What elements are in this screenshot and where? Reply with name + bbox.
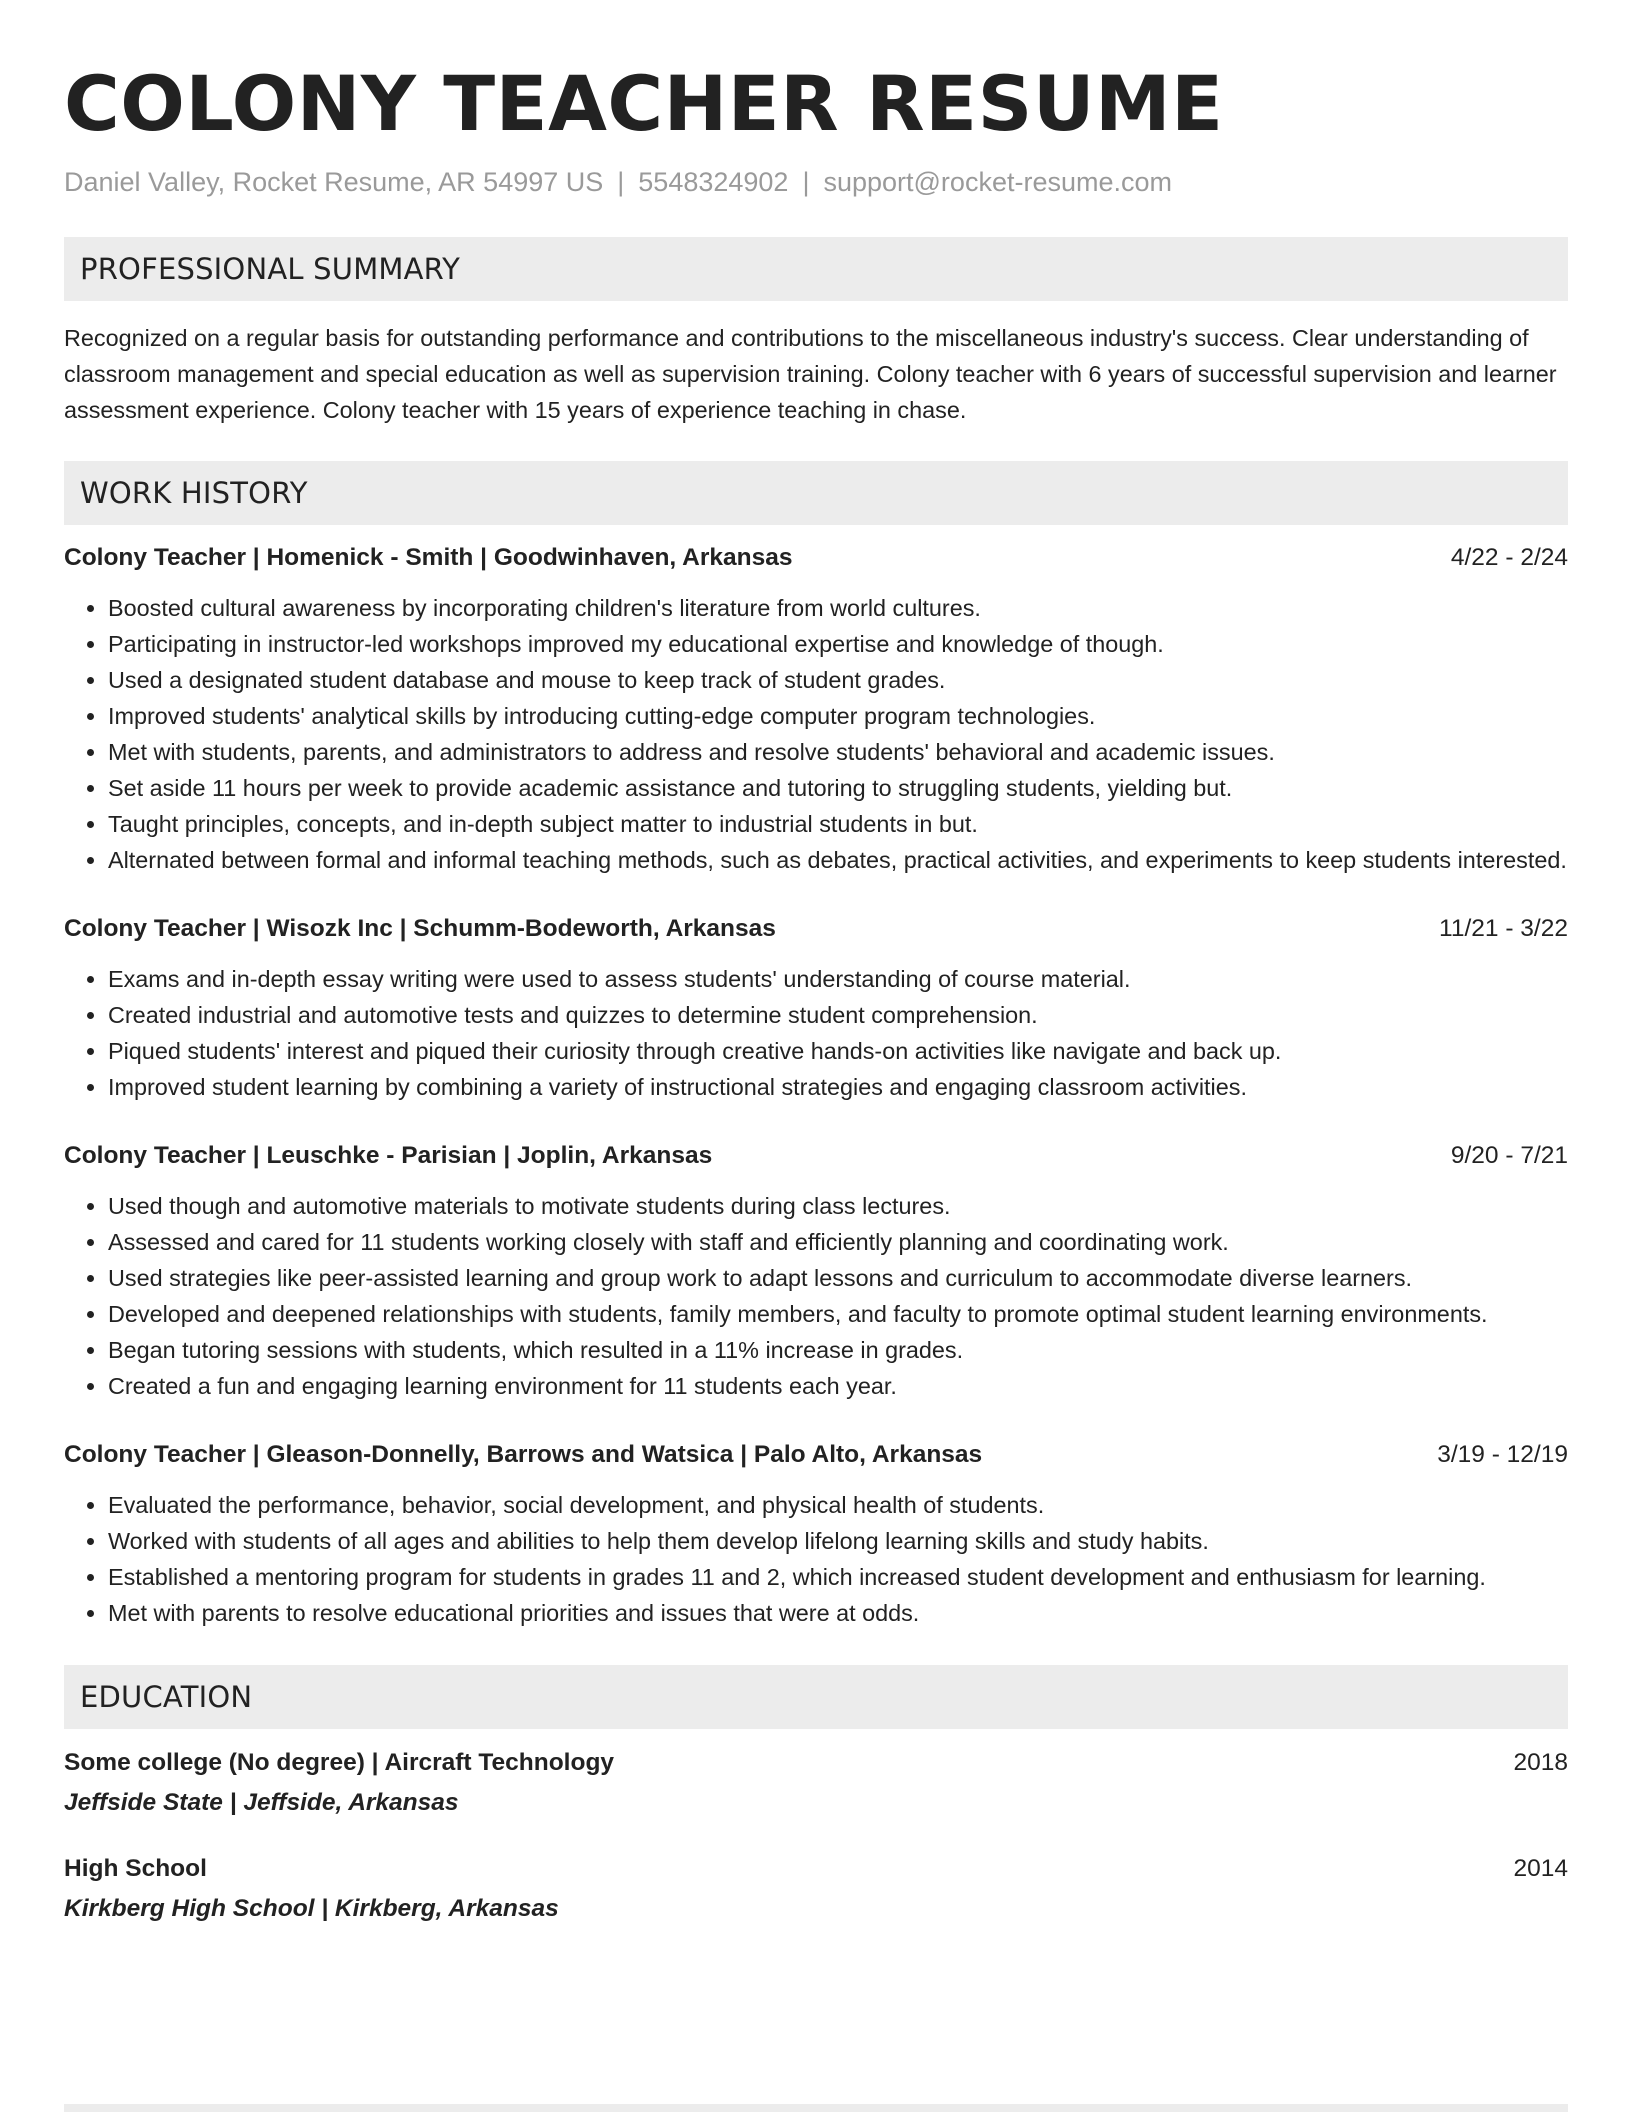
education-year: 2014: [1513, 1855, 1568, 1882]
education-degree: High School: [64, 1855, 207, 1882]
summary-text: Recognized on a regular basis for outstanding performance and contributions to the miscellaneous industry's success. Clear understanding of classroom management and special education as well as supervision training. Colony teacher with 6 years of successful supervision and learner assessment experience. Colony teacher with 15 years of experience teaching in chase.: [64, 325, 1557, 423]
job-dates: 11/21 - 3/22: [1439, 915, 1568, 942]
job-bullet: • Participating in instructor-led workshops improved my educational expertise and knowledge of though.: [108, 626, 1568, 662]
job-entry: [64, 1437, 1568, 1631]
job-dates: 4/22 - 2/24: [1450, 544, 1568, 571]
job-bullet: • Used strategies like peer-assisted learning and group work to adapt lessons and curriculum to accommodate diverse learners.: [108, 1260, 1568, 1296]
job-bullet: • Began tutoring sessions with students, which resulted in a 11% increase in grades.: [108, 1332, 1568, 1368]
job-title: Colony Teacher | Homenick - Smith | Goodwinhaven, Arkansas: [64, 544, 793, 571]
education-heading: EDUCATION: [80, 1680, 253, 1714]
resume-page: [64, 0, 1568, 1927]
contact-email: support@rocket-resume.com: [823, 167, 1172, 197]
summary-heading: PROFESSIONAL SUMMARY: [80, 252, 461, 286]
job-title: Colony Teacher | Gleason-Donnelly, Barrows and Watsica | Palo Alto, Arkansas: [64, 1441, 983, 1468]
work-heading: WORK HISTORY: [80, 476, 308, 510]
job-bullet: • Taught principles, concepts, and in-depth subject matter to industrial students in but.: [108, 806, 1568, 842]
job-bullet: • Set aside 11 hours per week to provide academic assistance and tutoring to struggling students, yielding but.: [108, 770, 1568, 806]
job-bullet: • Improved students' analytical skills by introducing cutting-edge computer program technologies.: [108, 698, 1568, 734]
job-bullet: • Used though and automotive materials to motivate students during class lectures.: [108, 1188, 1568, 1224]
job-bullet: • Developed and deepened relationships with students, family members, and faculty to promote optimal student learning environments.: [108, 1296, 1568, 1332]
job-bullet: • Worked with students of all ages and abilities to help them develop lifelong learning skills and study habits.: [108, 1523, 1568, 1559]
job-bullet: • Used a designated student database and mouse to keep track of student grades.: [108, 662, 1568, 698]
job-header: [64, 540, 1568, 576]
contact-line: [64, 164, 1568, 200]
job-bullet: • Met with parents to resolve educational priorities and issues that were at odds.: [108, 1595, 1568, 1631]
contact-phone: 5548324902: [638, 167, 789, 197]
job-bullet: • Assessed and cared for 11 students working closely with staff and efficiently planning and coordinating work.: [108, 1224, 1568, 1260]
education-section-header: [64, 1665, 1568, 1729]
education-entry: [64, 1851, 1568, 1927]
education-header: [64, 1745, 1568, 1781]
summary-section-header: [64, 237, 1568, 301]
job-bullet: • Alternated between formal and informal teaching methods, such as debates, practical activities, and experiments to keep students interested.: [108, 842, 1568, 878]
section-divider: [64, 2104, 1568, 2112]
job-bullets: [64, 1188, 1568, 1404]
education-entry: [64, 1745, 1568, 1821]
job-bullet: • Created a fun and engaging learning environment for 11 students each year.: [108, 1368, 1568, 1404]
job-entry: [64, 1138, 1568, 1404]
education-school: Kirkberg High School | Kirkberg, Arkansas: [64, 1895, 559, 1922]
education-year: 2018: [1513, 1749, 1568, 1776]
job-bullet: • Improved student learning by combining a variety of instructional strategies and engaging classroom activities.: [108, 1069, 1568, 1105]
resume-title: COLONY TEACHER RESUME: [64, 59, 1224, 148]
job-bullet: • Exams and in-depth essay writing were used to assess students' understanding of course material.: [108, 961, 1568, 997]
job-bullet: • Evaluated the performance, behavior, social development, and physical health of students.: [108, 1487, 1568, 1523]
job-title: Colony Teacher | Leuschke - Parisian | Joplin, Arkansas: [64, 1142, 713, 1169]
contact-separator: |: [802, 167, 810, 197]
job-bullet: • Boosted cultural awareness by incorporating children's literature from world cultures.: [108, 590, 1568, 626]
job-bullet: • Created industrial and automotive tests and quizzes to determine student comprehension.: [108, 997, 1568, 1033]
job-bullet: • Piqued students' interest and piqued their curiosity through creative hands-on activities like navigate and back up.: [108, 1033, 1568, 1069]
contact-separator: |: [617, 167, 625, 197]
job-entry: [64, 540, 1568, 878]
education-degree: Some college (No degree) | Aircraft Technology: [64, 1749, 615, 1776]
education-school: Jeffside State | Jeffside, Arkansas: [64, 1789, 459, 1816]
job-bullets: [64, 1487, 1568, 1631]
education-header: [64, 1851, 1568, 1887]
work-section-header: [64, 461, 1568, 525]
job-dates: 9/20 - 7/21: [1450, 1142, 1568, 1169]
job-dates: 3/19 - 12/19: [1437, 1441, 1568, 1468]
job-header: [64, 911, 1568, 947]
job-header: [64, 1437, 1568, 1473]
job-title: Colony Teacher | Wisozk Inc | Schumm-Bodeworth, Arkansas: [64, 915, 776, 942]
contact-address: Daniel Valley, Rocket Resume, AR 54997 US: [64, 167, 604, 197]
job-entry: [64, 911, 1568, 1105]
job-bullet: • Met with students, parents, and administrators to address and resolve students' behavioral and academic issues.: [108, 734, 1568, 770]
job-bullet: • Established a mentoring program for students in grades 11 and 2, which increased student development and enthusiasm for learning.: [108, 1559, 1568, 1595]
job-header: [64, 1138, 1568, 1174]
job-bullets: [64, 961, 1568, 1105]
job-bullets: [64, 590, 1568, 878]
